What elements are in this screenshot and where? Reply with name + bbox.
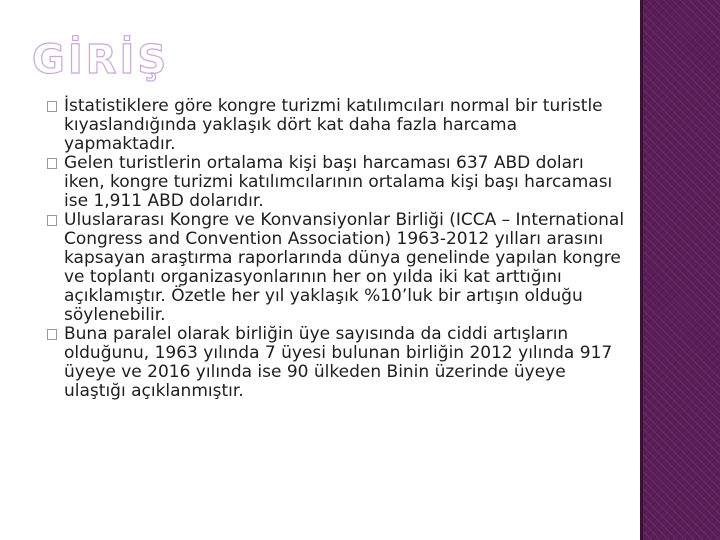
square-bullet-icon: [47, 101, 57, 112]
bullet-item: [18, 211, 628, 325]
bullet-text: Buna paralel olarak birliğin üye sayısında da ciddi artışların olduğunu, 1963 yılında 7 üyesi bulunan birliğin 2012 yılında 917 üyeye ve 2016 yılında ise 90 ülkeden Binin üzerinde üyeye ulaştığı açıklanmıştır.: [64, 324, 613, 401]
bullet-text: Uluslararası Kongre ve Konvansiyonlar Birliği (ICCA – International Congress and Convention Association) 1963-2012 yılları arasını kapsayan araştırma raporlarında dünya genelinde yapılan kongre ve toplantı organizasyonlarının her on yılda iki kat arttığını açıklamıştır. Özetle her yıl yaklaşık %10’luk bir artışın olduğu söylenebilir.: [64, 210, 625, 325]
square-bullet-icon: [47, 215, 57, 226]
bullet-list: [18, 97, 628, 401]
bullet-text: İstatistiklere göre kongre turizmi katılımcıları normal bir turistle kıyaslandığında yaklaşık dört kat daha fazla harcama yapmaktadır.: [64, 96, 603, 154]
decorative-side-band: [643, 0, 720, 540]
square-bullet-icon: [47, 158, 57, 169]
square-bullet-icon: [47, 329, 57, 340]
bullet-item: [18, 154, 628, 211]
bullet-text: Gelen turistlerin ortalama kişi başı harcaması 637 ABD doları iken, kongre turizmi katılımcılarının ortalama kişi başı harcaması ise 1,911 ABD dolarıdır.: [64, 153, 613, 211]
bullet-item: [18, 325, 628, 401]
bullet-item: [18, 97, 628, 154]
slide-title: GİRİŞ: [32, 37, 170, 83]
